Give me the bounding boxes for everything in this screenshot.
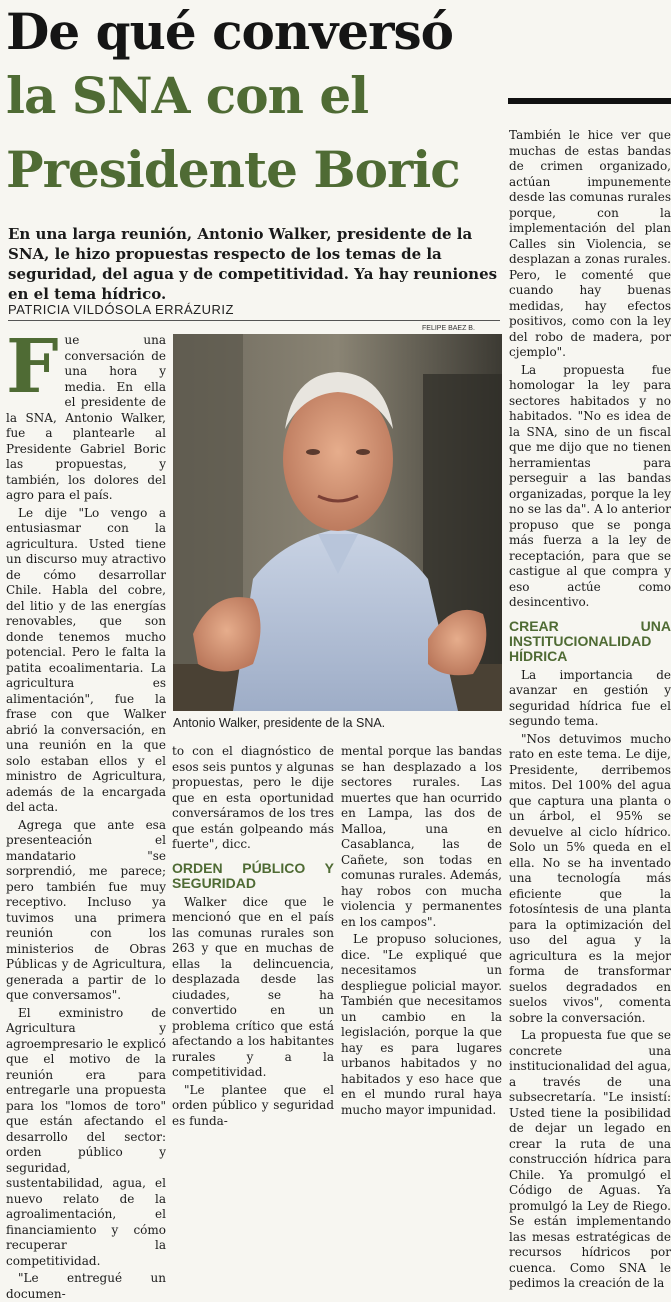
paragraph: También le hice ver que muchas de estas bandas de crimen organizado, actúan impunemente desde las comunas rurales porque, con la implementación del plan Calles sin Violencia, se desplazan a zonas rurales. Pero, le comenté que cuando hay buenas medidas, hay efectos positivos, como con la ley del robo de madera, por cjemplo". — [509, 128, 671, 359]
portrait-photo — [173, 334, 502, 711]
article-column-3 — [341, 744, 502, 1117]
headline-line-2: la SNA con el — [6, 66, 369, 125]
paragraph: La importancia de avanzar en gestión y seguridad hídrica fue el segundo tema. — [509, 667, 671, 728]
paragraph: Walker dice que le mencionó que en el país las comunas rurales son 263 y que en muchas de ellas la delincuencia, desplazada desde las ciudades, se ha convertido en un problema crítico que está afectando a los habitantes rurales y a la competitividad. — [172, 894, 334, 1079]
headline-line-3: Presidente Boric — [6, 140, 460, 199]
article-column-1 — [6, 324, 166, 1301]
photo-credit: FELIPE BAEZ B. — [422, 325, 475, 332]
paragraph: mental porque las bandas se han desplazado a los sectores rurales. Las muertes que han ocurrido en Lampa, las dos de Malloa, una en Casablanca, las de Cañete, son todas en comunas rurales. Además, hay robos con mucha violencia y permanentes en los campos". — [341, 744, 502, 929]
paragraph: Le propuso soluciones, dice. "Le expliqué que necesitamos un despliegue policial mayor. También que necesitamos un cambio en la legislación, porque la que hay es para lugares urbanos habitados y no habitados y eso hace que en el mundo rural haya mucho mayor impunidad. — [341, 932, 502, 1117]
photo-caption: Antonio Walker, presidente de la SNA. — [173, 716, 386, 730]
paragraph: ue una conversación de una hora y media. En ella el presidente de la SNA, Antonio Walker, fue a plantearle al Presidente Gabriel Boric las propuestas, y también, los dolores del agro para el país. — [6, 333, 166, 502]
paragraph: La propuesta fue que se concrete una institucionalidad del agua, a través de una subsecretaría. "Le insistí: Usted tiene la posibilidad de dejar un legado en crear la ruta de una construcción hídrica para Chile. Ya promulgó el Código de Aguas. Ya promulgó la Ley de Riego. Se están implementando las mesas estratégicas de recursos hídricos por cuenca. Como SNA le pedimos la creación de la — [509, 1028, 671, 1290]
paragraph: Agrega que ante esa presenteación el mandatario "se sorprendió, me parece; pero también fue muy receptivo. Incluso ya tuvimos una primera reunión con los ministerios de Obras Públicas y de Agricultura, generada a partir de lo que conversamos". — [6, 817, 166, 1002]
headline-line-1: De qué conversó — [6, 2, 453, 61]
column-top-rule — [508, 98, 671, 104]
subheading-water: CREAR UNA INSTITUCIONALIDAD HÍDRICA — [509, 617, 671, 664]
paragraph: to con el diagnóstico de esos seis puntos y algunas propuestas, pero le dije que en esta oportunidad conversáramos de los tres que están golpeando más fuerte", dicc. — [172, 744, 334, 851]
article-column-4 — [509, 128, 671, 1290]
paragraph: La propuesta fue homologar la ley para sectores habitados y no habitados. "No es idea de la SNA, sino de un fiscal que me dijo que no tienen herramientas para perseguir a las bandas organizadas, porque la ley no se las da". A lo anterior propuso que se ponga más fuerza a la ley de receptación, para que se castigue al que compra y eso actúe como desincentivo. — [509, 362, 671, 609]
paragraph: "Le plantee que el orden público y seguridad es funda- — [172, 1082, 334, 1128]
byline-divider — [8, 320, 500, 321]
paragraph: "Le entregué un documen- — [6, 1271, 166, 1301]
paragraph: "Nos detuvimos mucho rato en este tema. Le dije, Presidente, derribemos mitos. Del 100% del agua que captura una planta o un árbol, el 95% se devuelve al ciclo hídrico. Solo un 5% queda en el ella. No se ha inventado una tecnología más eficiente que la fotosíntesis de una planta para la optimización del uso del agua y la agricultura es la mejor forma de transformar suelos degradados en suelos vivos", comenta sobre la conversación. — [509, 731, 671, 1025]
paragraph: El exministro de Agricultura y agroempresario le explicó que el motivo de la reunión era para entregarle una propuesta para los "lomos de toro" que están afectando el desarrollo del sector: orden público y seguridad, sustentabilidad, agua, el nuevo relato de la agroalimentación, el financiamiento y cómo recuperar la competitividad. — [6, 1005, 166, 1268]
lede: En una larga reunión, Antonio Walker, presidente de la SNA, le hizo propuestas respecto de los temas de la seguridad, del agua y de competitividad. Ya hay reuniones en el tema hídrico. — [8, 225, 498, 303]
paragraph: Le dije "Lo vengo a entusiasmar con la agricultura. Usted tiene un discurso muy atractivo de cómo desarrollar Chile. Habla del cobre, del litio y de las energías renovables, que son donde tenemos mucho potencial. Pero le falta la patita ecoalimentaria. La agricultura es alimentación", fue la frase con que Walker abrió la conversación, en una reunión en la que solo estaban ellos y el ministro de Agricultura, además de la encargada del acta. — [6, 505, 166, 814]
byline: PATRICIA VILDÓSOLA ERRÁZURIZ — [8, 302, 234, 317]
article-column-2 — [172, 744, 334, 1128]
subheading-security: ORDEN PÚBLICO Y SEGURIDAD — [172, 859, 334, 891]
drop-cap: F — [6, 324, 59, 410]
